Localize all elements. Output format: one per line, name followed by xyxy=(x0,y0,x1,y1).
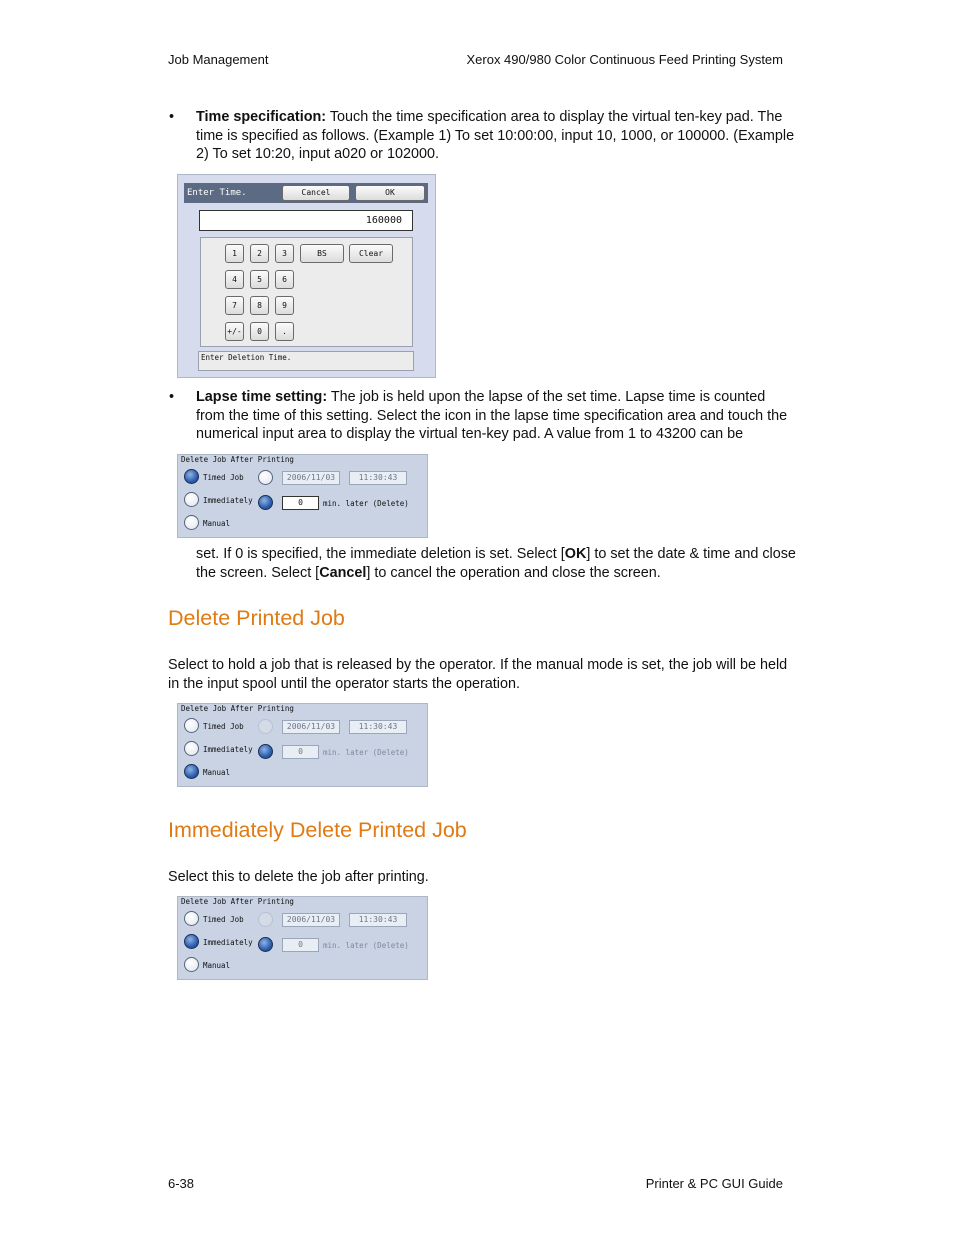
backspace-button[interactable]: BS xyxy=(300,244,344,263)
label-timed-job: Timed Job xyxy=(203,473,244,482)
bullet-term: Time specification: xyxy=(196,109,327,125)
ok-term: OK xyxy=(564,546,587,562)
bullet-time-specification xyxy=(169,108,796,164)
panel-title: Delete Job After Printing xyxy=(181,897,294,906)
bullet-lapse-time xyxy=(169,388,796,444)
text-part: ] to set the date & time and close the screen. Select [ xyxy=(196,546,796,581)
minutes-label: min. later (Delete) xyxy=(323,748,409,757)
label-timed-job: Timed Job xyxy=(203,915,244,924)
key-8[interactable]: 8 xyxy=(250,296,269,315)
bullet-text: The job is held upon the lapse of the set time. Lapse time is counted from the time of this setting. Select the icon in the lapse time specification area and touch the numerical input area to display the virtual ten-key pad. A value from 1 to 43200 can be xyxy=(196,389,788,443)
radio-lapse-time[interactable] xyxy=(258,937,273,952)
date-field[interactable]: 2006/11/03 xyxy=(282,471,340,485)
date-field[interactable]: 2006/11/03 xyxy=(282,913,340,927)
label-manual: Manual xyxy=(203,519,231,528)
clear-button[interactable]: Clear xyxy=(349,244,393,263)
time-field[interactable]: 11:30:43 xyxy=(349,720,407,734)
label-manual: Manual xyxy=(203,961,231,970)
label-manual: Manual xyxy=(203,768,231,777)
radio-lapse-time[interactable] xyxy=(258,744,273,759)
status-bar xyxy=(198,351,414,371)
label-immediately: Immediately xyxy=(203,745,253,754)
minutes-field[interactable]: 0 xyxy=(282,745,319,759)
key-plus-minus[interactable]: +/- xyxy=(225,322,244,341)
bullet-term: Lapse time setting: xyxy=(196,389,328,405)
label-immediately: Immediately xyxy=(203,496,253,505)
time-field[interactable]: 11:30:43 xyxy=(349,913,407,927)
minutes-label: min. later (Delete) xyxy=(323,499,409,508)
radio-manual[interactable] xyxy=(184,764,199,779)
key-3[interactable]: 3 xyxy=(275,244,294,263)
bullet-lapse-continuation xyxy=(196,545,796,582)
key-9[interactable]: 9 xyxy=(275,296,294,315)
bullet-dot: • xyxy=(169,109,175,125)
heading-delete-printed-job: Delete Printed Job xyxy=(168,606,345,630)
panel-title: Delete Job After Printing xyxy=(181,455,294,464)
minutes-label: min. later (Delete) xyxy=(323,941,409,950)
time-input[interactable] xyxy=(199,210,413,231)
key-0[interactable]: 0 xyxy=(250,322,269,341)
delete-job-panel-manual xyxy=(177,703,428,787)
radio-specified-time[interactable] xyxy=(258,719,273,734)
running-header-left: Job Management xyxy=(168,52,269,67)
minutes-field[interactable]: 0 xyxy=(282,496,319,510)
radio-immediately[interactable] xyxy=(184,741,199,756)
radio-timed-job[interactable] xyxy=(184,718,199,733)
radio-immediately[interactable] xyxy=(184,934,199,949)
radio-specified-time[interactable] xyxy=(258,470,273,485)
key-2[interactable]: 2 xyxy=(250,244,269,263)
radio-specified-time[interactable] xyxy=(258,912,273,927)
label-timed-job: Timed Job xyxy=(203,722,244,731)
paragraph-delete-printed-job: Select to hold a job that is released by the operator. If the manual mode is set, the job will be held in the input spool until the operator starts the operation. xyxy=(168,657,788,692)
date-field[interactable]: 2006/11/03 xyxy=(282,720,340,734)
panel-title: Delete Job After Printing xyxy=(181,704,294,713)
paragraph-immediately-delete: Select this to delete the job after printing. xyxy=(168,869,429,885)
text-part: ] to cancel the operation and close the screen. xyxy=(366,564,661,581)
key-7[interactable]: 7 xyxy=(225,296,244,315)
delete-job-panel-lapse xyxy=(177,454,428,538)
radio-timed-job[interactable] xyxy=(184,911,199,926)
time-input-value: 160000 xyxy=(365,215,402,226)
radio-lapse-time[interactable] xyxy=(258,495,273,510)
status-text: Enter Deletion Time. xyxy=(201,353,292,362)
delete-job-panel-immediately xyxy=(177,896,428,980)
minutes-field[interactable]: 0 xyxy=(282,938,319,952)
label-immediately: Immediately xyxy=(203,938,253,947)
radio-manual[interactable] xyxy=(184,515,199,530)
page-number: 6-38 xyxy=(168,1176,195,1191)
time-field[interactable]: 11:30:43 xyxy=(349,471,407,485)
enter-time-dialog xyxy=(177,174,436,378)
key-5[interactable]: 5 xyxy=(250,270,269,289)
bullet-dot: • xyxy=(169,389,175,405)
bullet-text: Touch the time specification area to display the virtual ten-key pad. The time is specified as follows. (Example 1) To set 10:00:00, input 10, 1000, or 100000. (Example 2) To set 10:20, input a020 or 102000. xyxy=(196,109,795,163)
ok-button[interactable]: OK xyxy=(355,185,425,201)
radio-manual[interactable] xyxy=(184,957,199,972)
key-6[interactable]: 6 xyxy=(275,270,294,289)
text-part: set. If 0 is specified, the immediate deletion is set. Select [ xyxy=(196,546,565,562)
key-decimal[interactable]: . xyxy=(275,322,294,341)
guide-title: Printer & PC GUI Guide xyxy=(645,1176,783,1191)
radio-timed-job[interactable] xyxy=(184,469,199,484)
cancel-term: Cancel xyxy=(319,564,367,581)
radio-immediately[interactable] xyxy=(184,492,199,507)
running-header-right: Xerox 490/980 Color Continuous Feed Printing System xyxy=(466,52,783,67)
dialog-title: Enter Time. xyxy=(187,188,247,198)
heading-immediately-delete: Immediately Delete Printed Job xyxy=(168,818,467,842)
key-4[interactable]: 4 xyxy=(225,270,244,289)
key-1[interactable]: 1 xyxy=(225,244,244,263)
cancel-button[interactable]: Cancel xyxy=(282,185,350,201)
